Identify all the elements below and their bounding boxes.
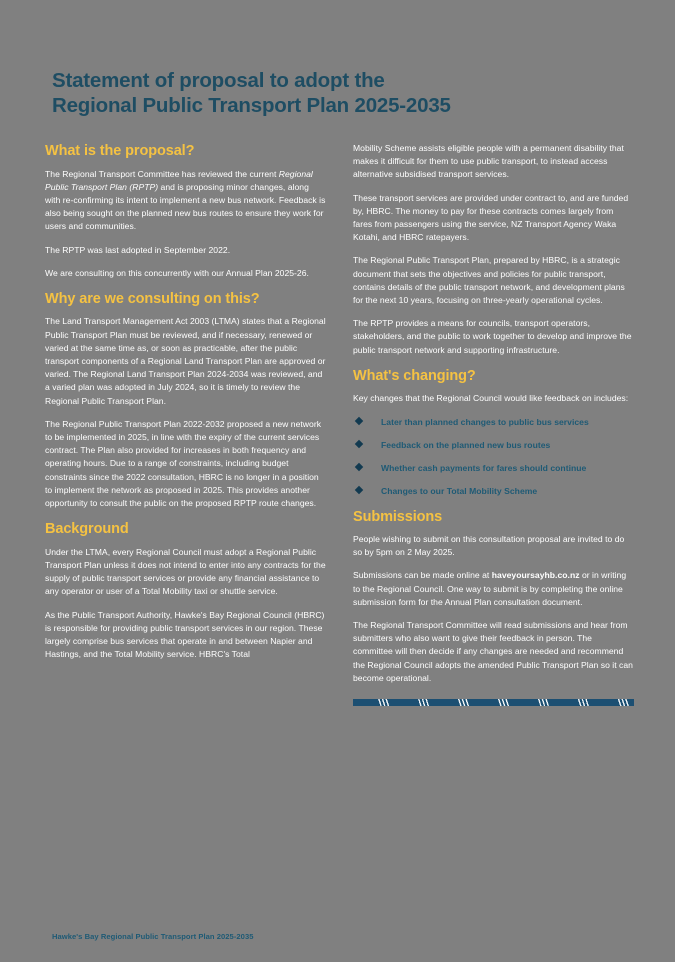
- decorative-divider: [353, 699, 634, 706]
- two-column-layout: [45, 142, 635, 706]
- heading-what-is-the-proposal: What is the proposal?: [45, 143, 195, 159]
- left-column: [45, 142, 326, 706]
- heading-why-are-we-consulting: Why are we consulting on this?: [45, 290, 260, 307]
- list-item: [353, 485, 634, 497]
- paragraph-funding: These transport services are provided under contract to, and are funded by, HBRC. The money to pay for these contracts comes largely from fares from passengers using the service, NZ Transport Agency Waka Kotahi, and HBRC ratepayers.: [353, 192, 629, 243]
- key-changes-list: [353, 416, 634, 497]
- heading-submissions: Submissions: [353, 508, 443, 525]
- submissions-online-post: or in writing to the Regional Council. One way to submit is by completing the online submission form for the Annual Plan consultation document.: [353, 570, 627, 607]
- list-item-label: Later than planned changes to public bus services: [381, 416, 589, 427]
- list-item-label: Changes to our Total Mobility Scheme: [381, 485, 538, 496]
- paragraph-proposal-3: We are consulting on this concurrently with our Annual Plan 2025-26.: [45, 267, 309, 278]
- submissions-website-link[interactable]: haveyoursayhb.co.nz: [491, 570, 580, 581]
- heading-whats-changing: What's changing?: [353, 367, 476, 384]
- list-item-label: Feedback on the planned new bus routes: [381, 439, 551, 450]
- paragraph-proposal-1: The Regional Transport Committee has reviewed the current Regional Public Transport Plan (RPTP) and is proposing minor changes, along with re-confirming its intent to implement a new bus network. Feedback is also being sought on the planned new bus routes to ensure they work for users and communities.: [45, 168, 326, 232]
- paragraph-consulting-2: The Regional Public Transport Plan 2022-2032 proposed a new network to be implemented in 2025, in line with the expiry of the current services contract. The Plan also provided for increases in both frequency and operating hours. Due to a range of constraints, including budget constraints since the 2022 consultation, HBRC is no longer in a position to implement the network as proposed in 2025. This provides another opportunity to consult the public on the proposed RPTP route changes.: [45, 418, 322, 509]
- heading-background: Background: [45, 521, 129, 538]
- page-footer: Hawke's Bay Regional Public Transport Plan 2025-2035: [52, 932, 254, 941]
- paragraph-strategic-document: The Regional Public Transport Plan, prepared by HBRC, is a strategic document that sets the objectives and policies for public transport, contains details of the public transport network, and development plans for the next 10 years, focusing on three-yearly operational cycles.: [353, 255, 625, 306]
- paragraph-consulting-1: The Land Transport Management Act 2003 (LTMA) states that a Regional Public Transport Plan must be reviewed, and if necessary, renewed or varied at the same time as, or soon as practicable, after the public transport components of a Regional Land Transport Plan are approved or varied. The Regional Land Transport Plan 2024-2034 was reviewed, and a varied plan was adopted in July 2024, so it is timely to review the Regional Public Transport Plan.: [45, 316, 326, 406]
- paragraph-rptp-means: The RPTP provides a means for councils, transport operators, stakeholders, and the public to work together to develop and improve the public transport network and supporting infrastructure.: [353, 318, 632, 355]
- diamond-bullet-icon: [355, 416, 363, 424]
- paragraph-mobility-scheme: Mobility Scheme assists eligible people with a permanent disability that makes it difficult for them to use public transport, to instead access alternative subsidised transport services.: [353, 143, 624, 180]
- paragraph-changes-intro: Key changes that the Regional Council would like feedback on includes:: [353, 393, 629, 404]
- submissions-online-pre: Submissions can be made online at: [353, 570, 492, 581]
- diamond-bullet-icon: [355, 462, 363, 470]
- list-item-label: Whether cash payments for fares should continue: [381, 462, 587, 473]
- document-title-line-2: Regional Public Transport Plan 2025-2035: [52, 94, 451, 117]
- paragraph-submissions-deadline: People wishing to submit on this consultation proposal are invited to do so by 5pm on 2 May 2025.: [353, 534, 625, 558]
- paragraph-background-2: As the Public Transport Authority, Hawke's Bay Regional Council (HBRC) is responsible for providing public transport services in our region. These largely comprise bus services that operate in and between Napier and Hastings, and the Total Mobility service. HBRC's Total: [45, 609, 325, 660]
- page-title: [52, 68, 632, 118]
- paragraph-committee-process: The Regional Transport Committee will read submissions and hear from submitters who also want to give their feedback in person. The committee will then decide if any changes are needed and recommend the Regional Council adopts the amended Public Transport Plan so it can become operational.: [353, 620, 633, 683]
- diamond-bullet-icon: [355, 439, 363, 447]
- paragraph-background-1: Under the LTMA, every Regional Council must adopt a Regional Public Transport Plan unless it does not intend to enter into any contracts for the supply of public transport services or provide any financial assistance to any operator or user of a Total Mobility taxi or shuttle service.: [45, 546, 326, 597]
- diamond-bullet-icon: [355, 485, 363, 493]
- divider-slash-pattern: [353, 699, 634, 706]
- list-item: [353, 416, 634, 428]
- list-item: [353, 462, 634, 474]
- list-item: [353, 439, 634, 451]
- document-title-line-1: Statement of proposal to adopt the: [52, 69, 385, 92]
- right-column: [353, 142, 634, 706]
- paragraph-submissions-how: [353, 569, 634, 609]
- paragraph-proposal-2: The RPTP was last adopted in September 2022.: [45, 244, 231, 255]
